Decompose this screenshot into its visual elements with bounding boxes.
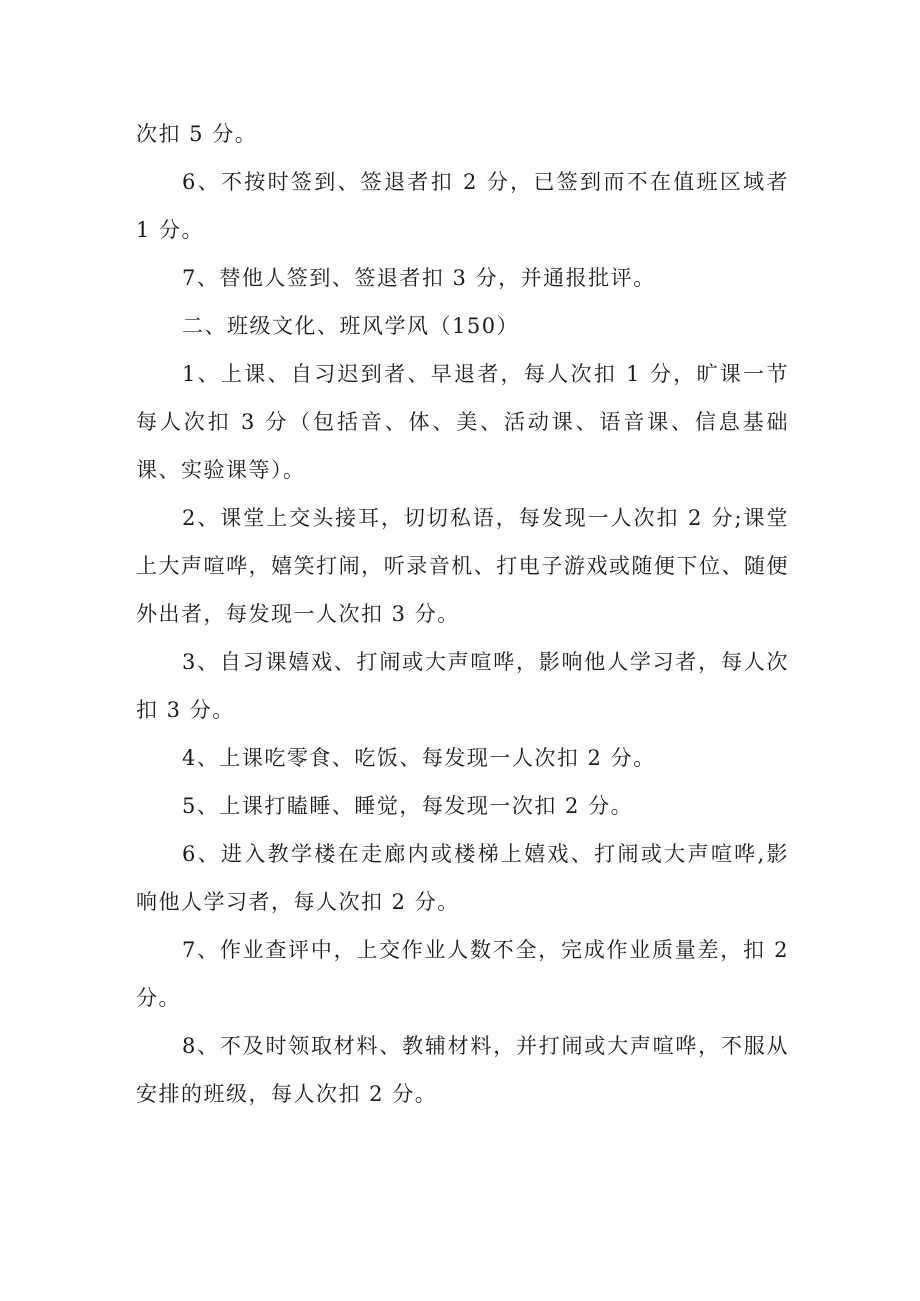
paragraph-continuation: 次扣 5 分。: [136, 122, 258, 146]
paragraph-item-7-homework: 7、作业查评中，上交作业人数不全，完成作业质量差，扣 2 分。: [136, 938, 789, 1010]
document-page: [136, 110, 789, 1118]
paragraph-item-2-classroom-talk: 2、课堂上交头接耳，切切私语，每发现一人次扣 2 分;课堂上大声喧哗，嬉笑打闹，听录音机、打电子游戏或随便下位、随便外出者，每发现一人次扣 3 分。: [136, 506, 789, 626]
paragraph-item-3-self-study: 3、自习课嬉戏、打闹或大声喧哗，影响他人学习者，每人次扣 3 分。: [136, 650, 789, 722]
paragraph-item-6-sign-in: 6、不按时签到、签退者扣 2 分，已签到而不在值班区域者 1 分。: [136, 170, 789, 242]
paragraph-item-6-corridor: 6、进入教学楼在走廊内或楼梯上嬉戏、打闹或大声喧哗,影响他人学习者，每人次扣 2 分。: [136, 842, 789, 914]
section-heading-class-culture: 二、班级文化、班风学风（150）: [182, 314, 520, 338]
paragraph-item-7-proxy-sign: 7、替他人签到、签退者扣 3 分，并通报批评。: [182, 266, 656, 290]
paragraph-item-8-materials: 8、不及时领取材料、教辅材料，并打闹或大声喧哗，不服从安排的班级，每人次扣 2 分。: [136, 1034, 789, 1106]
paragraph-item-5-sleeping: 5、上课打瞌睡、睡觉，每发现一次扣 2 分。: [182, 794, 634, 818]
paragraph-item-1-lateness: 1、上课、自习迟到者、早退者，每人次扣 1 分，旷课一节每人次扣 3 分（包括音、体、美、活动课、语音课、信息基础课、实验课等）。: [136, 362, 789, 482]
paragraph-item-4-eating: 4、上课吃零食、吃饭、每发现一人次扣 2 分。: [182, 746, 656, 770]
